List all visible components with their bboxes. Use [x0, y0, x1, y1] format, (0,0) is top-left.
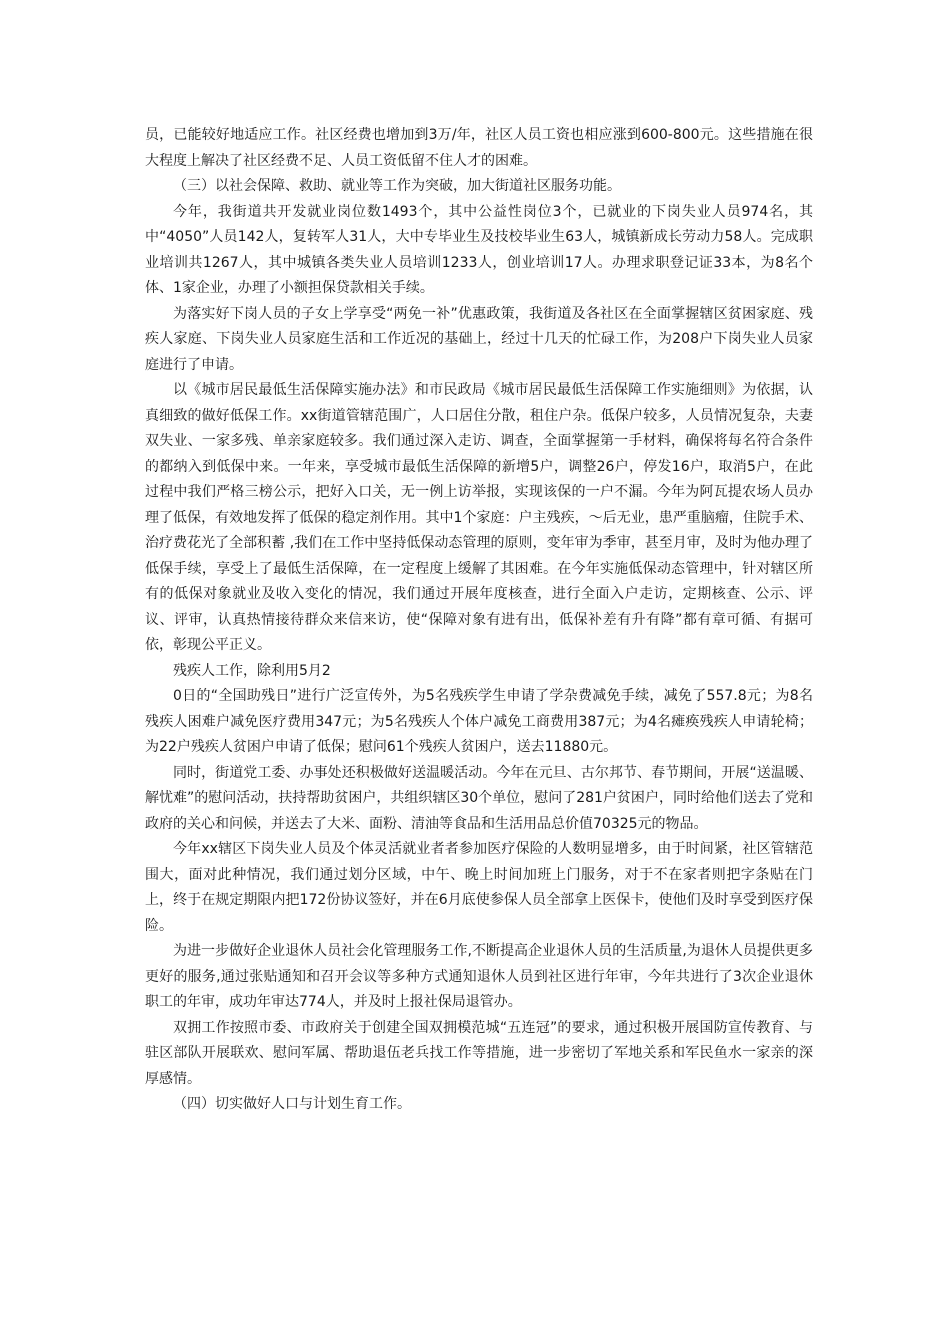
paragraph-1: 员，已能较好地适应工作。社区经费也增加到3万/年，社区人员工资也相应涨到600-800元。这些措施在很大程度上解决了社区经费不足、人员工资低留不住人才的困难。 [145, 127, 813, 169]
paragraph-minimum-living: 以《城市居民最低生活保障实施办法》和市民政局《城市居民最低生活保障工作实施细则》为依据，认真细致的做好低保工作。xx街道管辖范围广，人口居住分散，租住户杂。低保户较多，人员情况复杂，夫妻双失业、一家多残、单亲家庭较多。我们通过深入走访、调查，全面掌握第一手材料，确保将每名符合条件的都纳入到低保中来。一年来，享受城市最低生活保障的新增5户，调整26户，停发16户，取消5户，在此过程中我们严格三榜公示，把好入口关，无一例上访举报，实现该保的一户不漏。今年为阿瓦提农场人员办理了低保，有效地发挥了低保的稳定剂作用。其中1个家庭：户主残疾，～后无业，患严重脑瘤，住院手术、治疗费花光了全部积蓄 ,我们在工作中坚持低保动态管理的原则，变年审为季审，甚至月审，及时为他办理了低保手续，享受上了最低生活保障，在一定程度上缓解了其困难。在今年实施低保动态管理中，针对辖区所有的低保对象就业及收入变化的情况，我们通过开展年度核查，进行全面入户走访，定期核查、公示、评议、评审，认真热情接待群众来信来访，使“保障对象有进有出，低保补差有升有降”都有章可循、有据可依，彰现公平正义。 [145, 382, 813, 653]
paragraph-medical-insurance: 今年xx辖区下岗失业人员及个体灵活就业者者参加医疗保险的人数明显增多，由于时间紧，社区管辖范围大，面对此种情况，我们通过划分区域，中午、晚上时间加班上门服务，对于不在家者则把字条贴在门上，终于在规定期限内把172份协议签好，并在6月底使参保人员全部拿上医保卡，使他们及时享受到医疗保险。 [145, 841, 813, 934]
paragraph-warmth-activity: 同时，街道党工委、办事处还积极做好送温暖活动。今年在元旦、古尔邦节、春节期间，开展“送温暖、解忧难”的慰问活动，扶持帮助贫困户，共组织辖区30个单位，慰问了281户贫困户，同时给他们送去了党和政府的关心和问候，并送去了大米、面粉、清油等食品和生活用品总价值70325元的物品。 [145, 764, 813, 832]
paragraph-disabled-work: 0日的“全国助残日”进行广泛宣传外，为5名残疾学生申请了学杂费减免手续，减免了557.8元；为8名残疾人困难户减免医疗费用347元；为5名残疾人个体户减免工商费用387元；为4名瘫痪残疾人申请轮椅；为22户残疾人贫困户申请了低保；慰问61个残疾人贫困户，送去11880元。 [145, 688, 813, 755]
paragraph-education-subsidy: 为落实好下岗人员的子女上学享受“两免一补”优惠政策，我街道及各社区在全面掌握辖区贫困家庭、残疾人家庭、下岗失业人员家庭生活和工作近况的基础上，经过十几天的忙碌工作，为208户下岗失业人员家庭进行了申请。 [145, 305, 813, 373]
paragraph-disabled-work-intro: 残疾人工作，除利用5月2 [173, 662, 331, 679]
section-heading-3: （三）以社会保障、救助、就业等工作为突破，加大街道社区服务功能。 [173, 178, 621, 194]
paragraph-retirees: 为进一步做好企业退休人员社会化管理服务工作,不断提高企业退休人员的生活质量,为退休人员提供更多更好的服务,通过张贴通知和召开会议等多种方式通知退休人员到社区进行年审，今年共进行了3次企业退休职工的年审，成功年审达774人，并及时上报社保局退管办。 [145, 943, 813, 1010]
section-heading-4: （四）切实做好人口与计划生育工作。 [173, 1096, 411, 1112]
paragraph-employment: 今年，我街道共开发就业岗位数1493个，其中公益性岗位3个，已就业的下岗失业人员974名，其中“4050”人员142人，复转军人31人，大中专毕业生及技校毕业生63人，城镇新成长劳动力58人。完成职业培训共1267人，其中城镇各类失业人员培训1233人，创业培训17人。办理求职登记证33本，为8名个体、1家企业，办理了小额担保贷款相关手续。 [145, 203, 813, 296]
document-body [145, 123, 813, 1118]
paragraph-military-support: 双拥工作按照市委、市政府关于创建全国双拥模范城“五连冠”的要求，通过积极开展国防宣传教育、与驻区部队开展联欢、慰问军属、帮助退伍老兵找工作等措施，进一步密切了军地关系和军民鱼水一家亲的深厚感情。 [145, 1019, 813, 1087]
